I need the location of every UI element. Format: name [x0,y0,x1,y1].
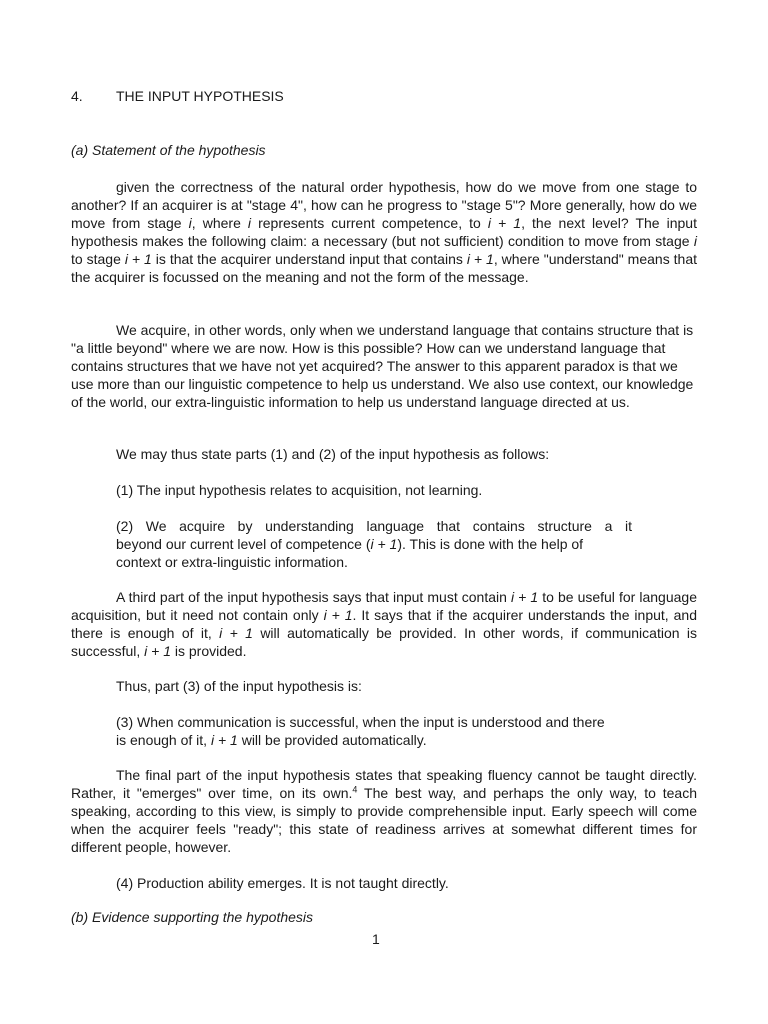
claim-4: (4) Production ability emerges. It is not taught directly. [116,875,449,891]
italic-term: i + 1 [510,589,539,605]
text-run: beyond our current level of competence ( [116,536,371,552]
footnote-marker: 4 [352,784,358,795]
text-run: ). This is done with the help of [397,536,584,552]
text-run: is that the acquirer understand input that contains [151,251,467,267]
italic-term: i [693,233,697,249]
subsection-heading-a: (a) Statement of the hypothesis [71,142,266,158]
section-heading [71,88,284,104]
text-run: will be provided automatically. [237,732,427,748]
claim-3 [116,713,656,749]
text-run: to stage [71,251,125,267]
text-run: to be useful for language acquisition, but it need not contain only [71,589,697,623]
claim-3-line-1: (3) When communication is successful, when the input is understood and there [116,714,605,730]
paragraph-parts-intro: We may thus state parts (1) and (2) of the input hypothesis as follows: [116,446,550,462]
paragraph-final-part [71,766,697,856]
section-number: 4. [71,88,83,104]
text-run: . It says that if the acquirer understands the input, and there is enough of it, [71,607,697,641]
paragraph-part-3-intro: Thus, part (3) of the input hypothesis is: [116,678,362,694]
subsection-heading-b: (b) Evidence supporting the hypothesis [71,909,314,925]
italic-term: i + 1 [466,251,494,267]
text-run: will automatically be provided. In other words, if communication is successful, [71,625,697,659]
text-run: is provided. [171,643,247,659]
italic-term: i + 1 [124,251,152,267]
section-title: THE INPUT HYPOTHESIS [116,88,284,104]
claim-2-line-1: (2) We acquire by understanding language that contains structure a it [116,518,632,534]
paragraph-statement [71,178,697,286]
text-run: , where [191,215,248,231]
text-run: The final part of the input hypothesis states that speaking fluency cannot be taught directly. Rather, it "emerges" over time, on its own. [71,767,697,801]
claim-1: (1) The input hypothesis relates to acquisition, not learning. [116,482,483,498]
italic-term: i [188,215,192,231]
italic-term: i + 1 [487,215,522,231]
italic-term: i + 1 [323,607,353,623]
text-run: A third part of the input hypothesis says that input must contain [116,589,511,605]
claim-2 [116,517,632,571]
claim-2-line-3: context or extra-linguistic information. [116,554,348,570]
italic-term: i [247,215,252,231]
italic-term: i + 1 [144,643,171,659]
page-number: 1 [372,931,380,947]
italic-term: i + 1 [370,536,398,552]
text-run: , where "understand" means that the acquirer is focussed on the meaning and not the form of the message. [71,251,698,285]
paragraph-third-part [71,588,697,660]
text-run: given the correctness of the natural order hypothesis, how do we move from one stage to another? If an acquirer is at "stage 4", how can he progress to "stage 5"? More generally, how do we move from stage [71,179,697,231]
text-run: is enough of it, [116,732,211,748]
text-run: , the next level? The input hypothesis makes the following claim: a necessary (but not sufficient) condition to move from stage [71,215,697,249]
claim-3-line-2 [116,731,656,749]
paragraph-acquire: We acquire, in other words, only when we understand language that contains structure that is "a little beyond" where we are now. How is this possible? How can we understand language that contains structures that we have not yet acquired? The answer to this apparent paradox is that we use more than our linguistic competence to help us understand. We also use context, our knowledge of the world, our extra-linguistic information to help us understand language directed at us. [71,322,694,410]
text-run: represents current competence, to [251,215,488,231]
italic-term: i + 1 [219,625,253,641]
italic-term: i + 1 [210,732,238,748]
claim-2-line-2 [116,535,632,553]
text-run: The best way, and perhaps the only way, to teach speaking, according to this view, is simply to provide comprehensible input. Early speech will come when the acquirer feels "ready"; this state of readiness arrives at somewhat different times for different people, however. [71,785,697,855]
